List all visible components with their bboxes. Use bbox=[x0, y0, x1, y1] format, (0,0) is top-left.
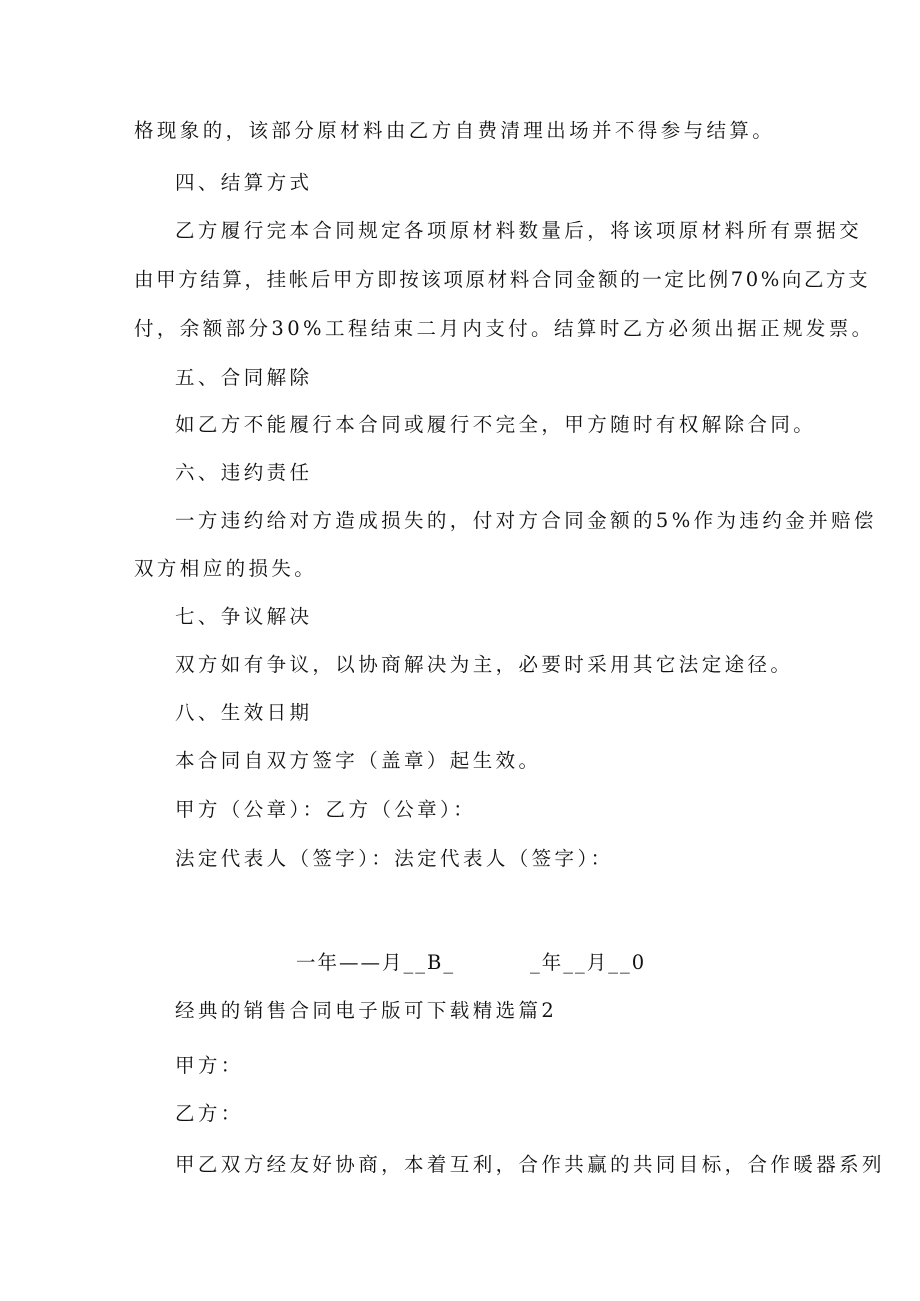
representative-signature-line: 法定代表人（签字）：法定代表人（签字）： bbox=[175, 847, 614, 870]
party-seal-line: 甲方（公章）：乙方（公章）： bbox=[175, 798, 477, 821]
section-heading-settlement: 四、结算方式 bbox=[175, 171, 313, 194]
section-heading-dispute: 七、争议解决 bbox=[175, 605, 313, 628]
paragraph-line: 格现象的，该部分原材料由乙方自费清理出场并不得参与结算。 bbox=[134, 119, 776, 142]
paragraph-line: 双方如有争议，以协商解决为主，必要时采用其它法定途径。 bbox=[175, 653, 794, 676]
paragraph-line: 乙方履行完本合同规定各项原材料数量后，将该项原材料所有票据交 bbox=[175, 219, 863, 242]
party-a-label: 甲方： bbox=[175, 1054, 244, 1077]
section-heading-liability: 六、违约责任 bbox=[175, 461, 313, 484]
paragraph-line: 甲乙双方经友好协商，本着互利，合作共赢的共同目标，合作暖器系列 bbox=[175, 1153, 885, 1176]
date-left: 一年——月__B_ bbox=[296, 951, 456, 974]
date-line bbox=[0, 950, 920, 976]
party-b-label: 乙方： bbox=[175, 1102, 244, 1125]
paragraph-line: 一方违约给对方造成损失的，付对方合同金额的5%作为违约金并赔偿 bbox=[175, 509, 877, 532]
paragraph-line: 双方相应的损失。 bbox=[134, 557, 318, 580]
paragraph-line: 本合同自双方签字（盖章）起生效。 bbox=[175, 749, 542, 772]
date-right: _年__月__0 bbox=[530, 951, 647, 974]
section-heading-effective-date: 八、生效日期 bbox=[175, 701, 313, 724]
contract-title-2: 经典的销售合同电子版可下载精选篇2 bbox=[175, 999, 558, 1022]
paragraph-line: 由甲方结算，挂帐后甲方即按该项原材料合同金额的一定比例70%向乙方支 bbox=[134, 268, 871, 291]
section-heading-termination: 五、合同解除 bbox=[175, 366, 313, 389]
paragraph-line: 付，余额部分30%工程结束二月内支付。结算时乙方必须出据正规发票。 bbox=[134, 317, 875, 340]
paragraph-line: 如乙方不能履行本合同或履行不完全，甲方随时有权解除合同。 bbox=[175, 413, 817, 436]
